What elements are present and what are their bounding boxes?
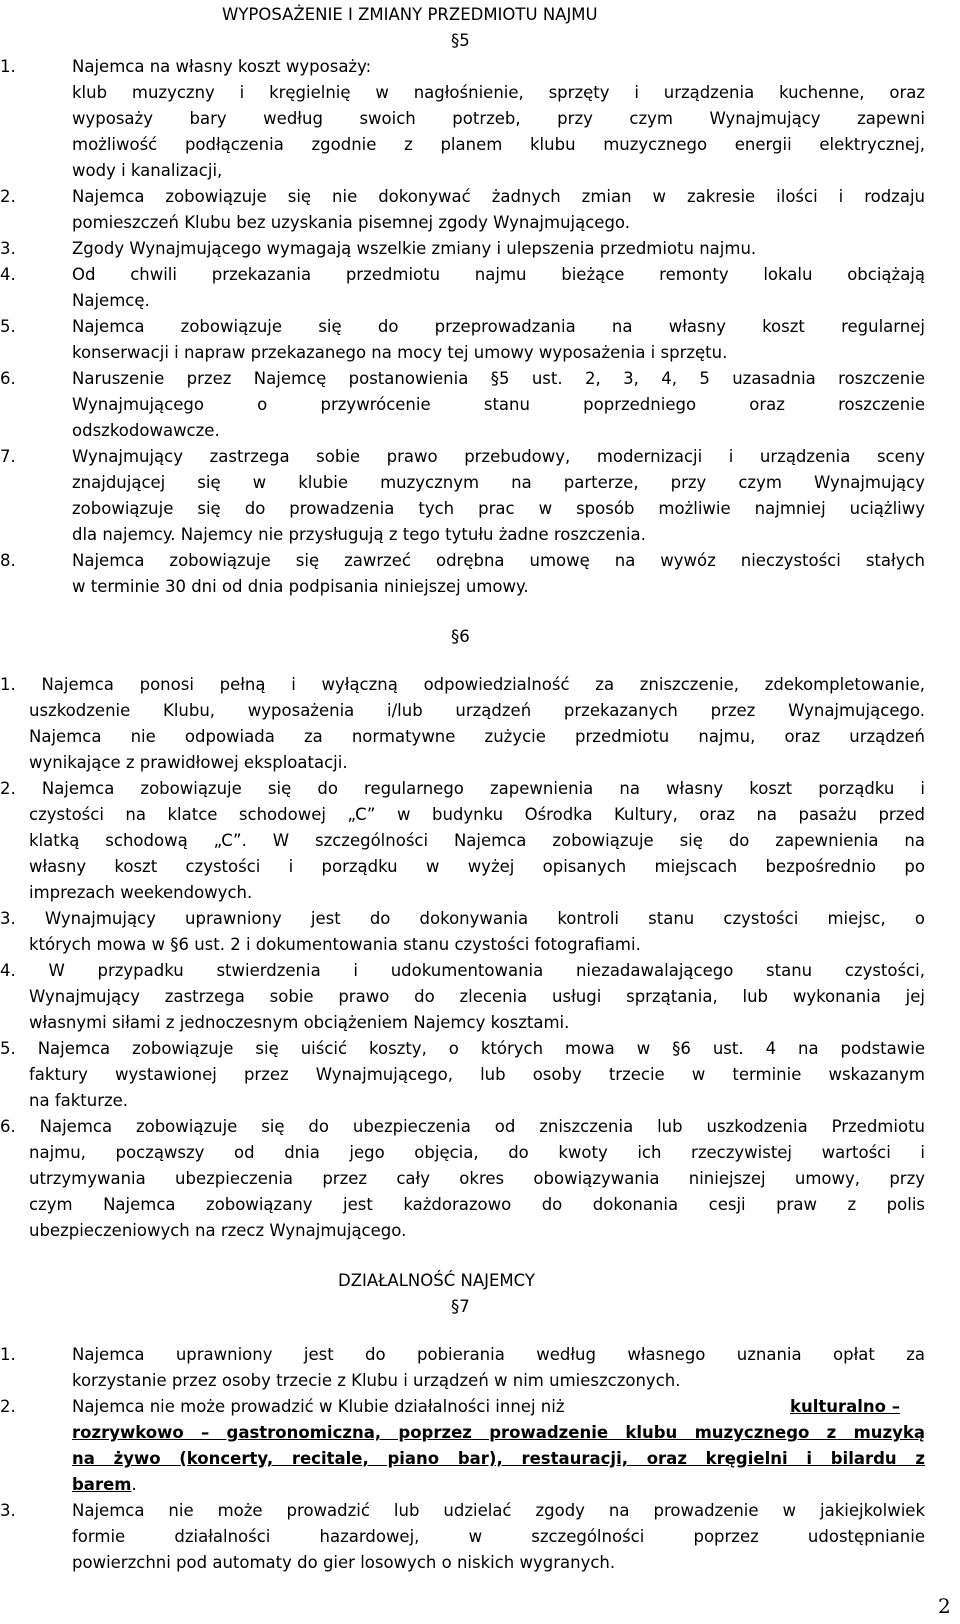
emphasized-text: na żywo (koncerty, recitale, piano bar), restauracji, oraz kręgielni i bilardu z: [72, 1449, 925, 1468]
item-text: zobowiązuje się do prowadzenia tych prac w sposób możliwie najmniej uciążliwy: [72, 499, 925, 518]
section-title: DZIAŁALNOŚĆ NAJEMCY: [338, 1271, 535, 1290]
item-number: 6.: [0, 369, 16, 388]
item-number: 5.: [0, 317, 16, 336]
item-text: Wynajmujący zastrzega sobie prawo do zlecenia usługi sprzątania, lub wykonania jej: [29, 987, 925, 1006]
item-text: Najemca zobowiązuje się nie dokonywać żadnych zmian w zakresie ilości i rodzaju: [72, 187, 925, 206]
item-text: imprezach weekendowych.: [29, 883, 253, 902]
item-text: możliwość podłączenia zgodnie z planem klubu muzycznego energii elektrycznej,: [72, 135, 925, 154]
item-text: czystości na klatce schodowej „C” w budynku Ośrodka Kultury, oraz na pasażu przed: [29, 805, 925, 824]
item-text: w terminie 30 dni od dnia podpisania niniejszej umowy.: [72, 577, 529, 596]
item-text: Najemca zobowiązuje się do przeprowadzania na własny koszt regularnej: [72, 317, 925, 336]
item-text: Od chwili przekazania przedmiotu najmu bieżące remonty lokalu obciążają: [72, 265, 925, 284]
item-text: czym Najemca zobowiązany jest każdorazowo do dokonania cesji praw z polis: [29, 1195, 925, 1214]
page-number: 2: [938, 1594, 951, 1618]
item-text: 1. Najemca ponosi pełną i wyłączną odpowiedzialność za zniszczenie, zdekompletowanie,: [0, 675, 925, 694]
item-text: odszkodowawcze.: [72, 421, 220, 440]
item-text: utrzymywania ubezpieczenia przez cały okres obowiązywania niniejszej umowy, przy: [29, 1169, 925, 1188]
item-text: konserwacji i napraw przekazanego na mocy tej umowy wyposażenia i sprzętu.: [72, 343, 728, 362]
item-number: 3.: [0, 1501, 16, 1520]
item-number: 2.: [0, 1397, 16, 1416]
item-text: najmu, począwszy od dnia jego objęcia, do kwoty ich rzeczywistej wartości i: [29, 1143, 925, 1162]
item-number: 2.: [0, 187, 16, 206]
item-text: wody i kanalizacji,: [72, 161, 223, 180]
item-number: 7.: [0, 447, 16, 466]
item-text: Wynajmujący zastrzega sobie prawo przebudowy, modernizacji i urządzenia sceny: [72, 447, 925, 466]
section-title: WYPOSAŻENIE I ZMIANY PRZEDMIOTU NAJMU: [222, 5, 598, 24]
item-text: własnymi siłami z jednoczesnym obciążeniem Najemcy kosztami.: [29, 1013, 570, 1032]
item-text: klatką schodową „C”. W szczególności Najemca zobowiązuje się do zapewnienia na: [29, 831, 925, 850]
item-text: wynikające z prawidłowej eksploatacji.: [29, 753, 348, 772]
item-number: 3.: [0, 239, 16, 258]
item-text: 4. W przypadku stwierdzenia i udokumentowania niezadawalającego stanu czystości,: [0, 961, 925, 980]
item-text: 6. Najemca zobowiązuje się do ubezpieczenia od zniszczenia lub uszkodzenia Przedmiotu: [0, 1117, 925, 1136]
item-text: 3. Wynajmujący uprawniony jest do dokonywania kontroli stanu czystości miejsc, o: [0, 909, 925, 928]
item-text: Najemca uprawniony jest do pobierania według własnego uznania opłat za: [72, 1345, 925, 1364]
item-text: Wynajmującego o przywrócenie stanu poprzedniego oraz roszczenie: [72, 395, 925, 414]
item-text: Najemca nie może prowadzić w Klubie działalności innej niż: [72, 1397, 565, 1416]
item-number: 1.: [0, 1345, 16, 1364]
paragraph-mark: §5: [451, 31, 470, 50]
item-text: pomieszczeń Klubu bez uzyskania pisemnej zgody Wynajmującego.: [72, 213, 630, 232]
item-text: uszkodzenie Klubu, wyposażenia i/lub urządzeń przekazanych przez Wynajmującego.: [29, 701, 925, 720]
emphasized-text: kulturalno –: [790, 1397, 901, 1416]
emphasized-text: barem: [72, 1475, 132, 1494]
item-text: dla najemcy. Najemcy nie przysługują z tego tytułu żadne roszczenia.: [72, 525, 646, 544]
item-text: Zgody Wynajmującego wymagają wszelkie zmiany i ulepszenia przedmiotu najmu.: [72, 239, 757, 258]
item-text: Naruszenie przez Najemcę postanowienia §5 ust. 2, 3, 4, 5 uzasadnia roszczenie: [72, 369, 925, 388]
paragraph-mark: §7: [451, 1297, 470, 1316]
item-text: korzystanie przez osoby trzecie z Klubu i urządzeń w nim umieszczonych.: [72, 1371, 681, 1390]
item-text: na fakturze.: [29, 1091, 129, 1110]
item-text: Najemcę.: [72, 291, 150, 310]
item-text: znajdującej się w klubie muzycznym na parterze, przy czym Wynajmujący: [72, 473, 925, 492]
item-text: klub muzyczny i kręgielnię w nagłośnienie, sprzęty i urządzenia kuchenne, oraz: [72, 83, 925, 102]
item-text: Najemca nie może prowadzić lub udzielać zgody na prowadzenie w jakiejkolwiek: [72, 1501, 925, 1520]
item-text: których mowa w §6 ust. 2 i dokumentowania stanu czystości fotografiami.: [29, 935, 641, 954]
item-text: 5. Najemca zobowiązuje się uiścić koszty, o których mowa w §6 ust. 4 na podstawie: [0, 1039, 925, 1058]
item-text: formie działalności hazardowej, w szczególności poprzez udostępnianie: [72, 1527, 925, 1546]
item-text: własny koszt czystości i porządku w wyżej opisanych miejscach bezpośrednio po: [29, 857, 925, 876]
item-text: Najemca na własny koszt wyposaży:: [72, 57, 372, 76]
item-text: powierzchni pod automaty do gier losowych o niskich wygranych.: [72, 1553, 616, 1572]
item-text: Najemca nie odpowiada za normatywne zużycie przedmiotu najmu, oraz urządzeń: [29, 727, 925, 746]
item-number: 1.: [0, 57, 16, 76]
item-text-end: [72, 1472, 137, 1498]
paragraph-mark: §6: [451, 627, 470, 646]
item-number: 4.: [0, 265, 16, 284]
item-text: wyposaży bary według swoich potrzeb, przy czym Wynajmujący zapewni: [72, 109, 925, 128]
sentence-end: .: [131, 1475, 137, 1494]
item-number: 8.: [0, 551, 16, 570]
item-text: Najemca zobowiązuje się zawrzeć odrębna umowę na wywóz nieczystości stałych: [72, 551, 925, 570]
emphasized-text: rozrywkowo – gastronomiczna, poprzez prowadzenie klubu muzycznego z muzyką: [72, 1423, 925, 1442]
item-text: ubezpieczeniowych na rzecz Wynajmującego.: [29, 1221, 407, 1240]
item-text: faktury wystawionej przez Wynajmującego, lub osoby trzecie w terminie wskazanym: [29, 1065, 925, 1084]
item-text: 2. Najemca zobowiązuje się do regularnego zapewnienia na własny koszt porządku i: [0, 779, 925, 798]
